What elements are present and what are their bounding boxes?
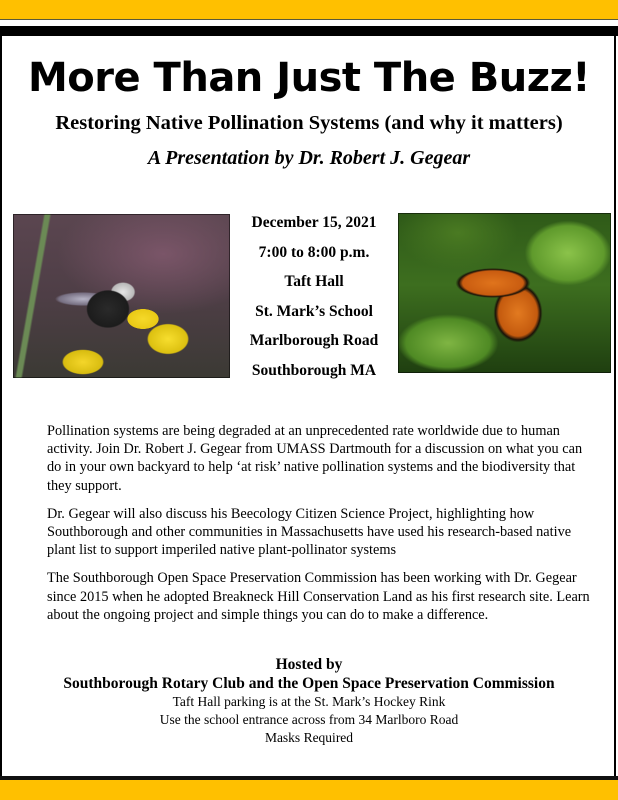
monarch-butterfly-photo	[398, 213, 611, 373]
entrance-note: Use the school entrance across from 34 Marlboro Road	[159, 712, 459, 727]
top-gold-bar	[0, 0, 618, 20]
event-town: Southborough MA	[251, 361, 377, 379]
parking-note: Taft Hall parking is at the St. Mark’s Hockey Rink	[172, 694, 446, 709]
hosted-by-label: Hosted by	[275, 656, 343, 673]
top-black-bar	[0, 26, 618, 36]
event-school: St. Mark’s School	[255, 302, 373, 320]
flyer-subtitle: Restoring Native Pollination Systems (and why it matters)	[55, 112, 563, 134]
bottom-gold-bar	[0, 780, 618, 800]
description-paragraph: The Southborough Open Space Preservation Commission has been working with Dr. Gegear since 2015 when he adopted Breakneck Hill Conservation Land as his first research site. Learn about the ongoing project and simple things you can do to make a difference.	[47, 570, 590, 623]
event-road: Marlborough Road	[249, 332, 379, 349]
masks-note: Masks Required	[264, 730, 354, 745]
description-paragraph: Pollination systems are being degraded at an unprecedented rate worldwide due to human activity. Join Dr. Robert J. Gegear from UMASS Dartmouth for a discussion on what you can do in your own backyard to help ‘at risk’ native pollination systems and the biodiversity that they support.	[47, 423, 583, 494]
event-details	[231, 208, 397, 385]
description-paragraph: Dr. Gegear will also discuss his Beecology Citizen Science Project, highlighting how Southborough and other communities in Massachusetts have used his research-based native plant list to support imperiled native plant-pollinator systems	[47, 505, 572, 559]
host-organizations: Southborough Rotary Club and the Open Space Preservation Commission	[63, 675, 555, 692]
bumblebee-photo	[13, 214, 230, 378]
flyer-title: More Than Just The Buzz!	[27, 55, 591, 101]
event-time: 7:00 to 8:00 p.m.	[258, 243, 370, 261]
event-venue: Taft Hall	[284, 273, 344, 290]
description	[47, 422, 592, 634]
presenter-byline: A Presentation by Dr. Robert J. Gegear	[147, 147, 471, 169]
event-date: December 15, 2021	[251, 214, 377, 231]
footer-hosts	[0, 655, 618, 747]
